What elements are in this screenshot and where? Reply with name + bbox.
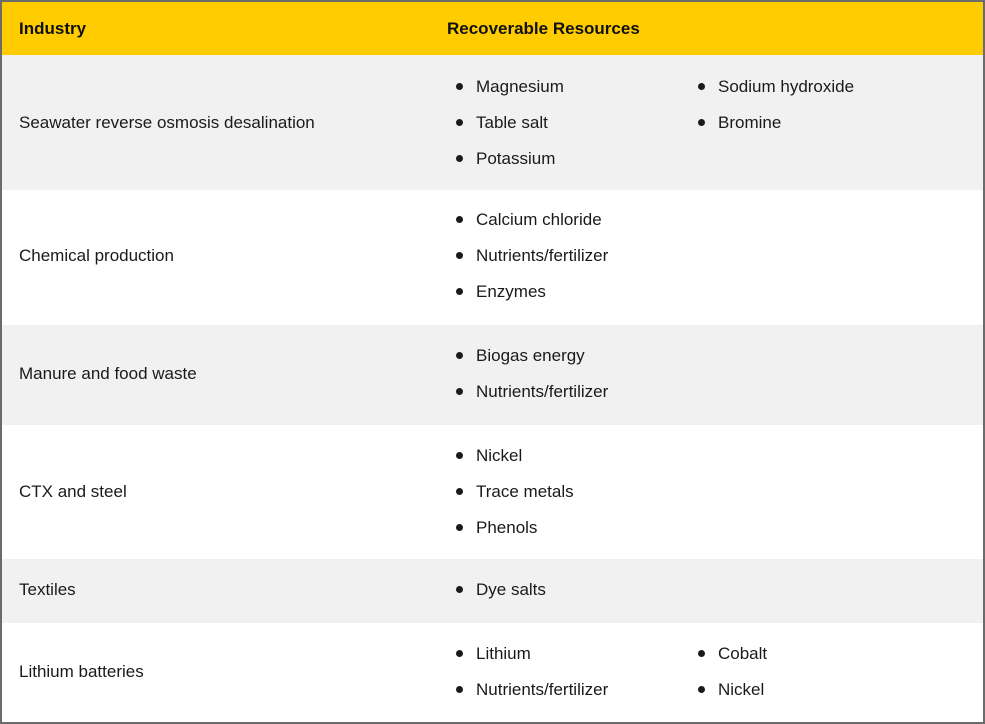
resource-label: Nickel: [718, 680, 765, 699]
resource-label: Trace metals: [476, 482, 574, 501]
resource-label: Table salt: [476, 113, 548, 132]
resource-list: [453, 446, 574, 554]
bullet-icon: [456, 586, 463, 593]
list-item: [453, 113, 564, 149]
resource-label: Potassium: [476, 149, 556, 168]
bullet-icon: [456, 83, 463, 90]
resource-label: Calcium chloride: [476, 210, 602, 229]
list-item: [453, 518, 574, 554]
resource-label: Cobalt: [718, 644, 768, 663]
list-item: [695, 113, 854, 149]
table-row: [2, 190, 983, 325]
resource-list: [695, 644, 767, 716]
list-item: [453, 210, 608, 246]
list-item: [453, 446, 574, 482]
list-item: [453, 680, 608, 716]
resource-label: Nickel: [476, 446, 523, 465]
header-industry: Industry: [19, 19, 87, 38]
list-item: [453, 149, 564, 185]
resource-label: Dye salts: [476, 580, 546, 599]
list-item: [453, 246, 608, 282]
resource-label: Sodium hydroxide: [718, 77, 855, 96]
resource-list: [453, 580, 546, 616]
table-row: [2, 55, 983, 190]
industry-cell: Textiles: [19, 580, 76, 599]
bullet-icon: [456, 352, 463, 359]
list-item: [695, 77, 854, 113]
bullet-icon: [456, 686, 463, 693]
list-item: [453, 482, 574, 518]
industry-cell: Seawater reverse osmosis desalination: [19, 113, 315, 132]
resource-label: Biogas energy: [476, 346, 585, 365]
bullet-icon: [456, 216, 463, 223]
industry-cell: Chemical production: [19, 246, 174, 265]
bullet-icon: [456, 524, 463, 531]
resource-list: [453, 346, 608, 418]
industry-cell: Lithium batteries: [19, 662, 144, 681]
list-item: [453, 644, 608, 680]
resource-label: Enzymes: [476, 282, 546, 301]
bullet-icon: [456, 155, 463, 162]
list-item: [453, 382, 608, 418]
bullet-icon: [456, 452, 463, 459]
table-row: [2, 425, 983, 559]
table-row: [2, 559, 983, 623]
table-header-row: [2, 2, 983, 55]
bullet-icon: [698, 119, 705, 126]
bullet-icon: [456, 288, 463, 295]
industry-cell: CTX and steel: [19, 482, 127, 501]
list-item: [453, 580, 546, 616]
resource-label: Lithium: [476, 644, 531, 663]
resource-label: Nutrients/fertilizer: [476, 246, 609, 265]
bullet-icon: [456, 388, 463, 395]
list-item: [453, 282, 608, 318]
resource-list: [453, 210, 608, 318]
bullet-icon: [456, 488, 463, 495]
resource-list: [695, 77, 854, 149]
bullet-icon: [698, 650, 705, 657]
table-row: [2, 325, 983, 425]
list-item: [695, 680, 767, 716]
resource-label: Nutrients/fertilizer: [476, 382, 609, 401]
bullet-icon: [698, 686, 705, 693]
resource-list: [453, 77, 564, 185]
list-item: [453, 77, 564, 113]
list-item: [453, 346, 608, 382]
resource-label: Magnesium: [476, 77, 564, 96]
bullet-icon: [456, 252, 463, 259]
bullet-icon: [456, 119, 463, 126]
resource-label: Bromine: [718, 113, 782, 132]
list-item: [695, 644, 767, 680]
resource-label: Phenols: [476, 518, 538, 537]
bullet-icon: [456, 650, 463, 657]
bullet-icon: [698, 83, 705, 90]
header-recoverable-resources: Recoverable Resources: [447, 19, 640, 38]
industry-cell: Manure and food waste: [19, 364, 197, 383]
resource-list: [453, 644, 608, 716]
table-row: [2, 623, 983, 722]
resource-label: Nutrients/fertilizer: [476, 680, 609, 699]
